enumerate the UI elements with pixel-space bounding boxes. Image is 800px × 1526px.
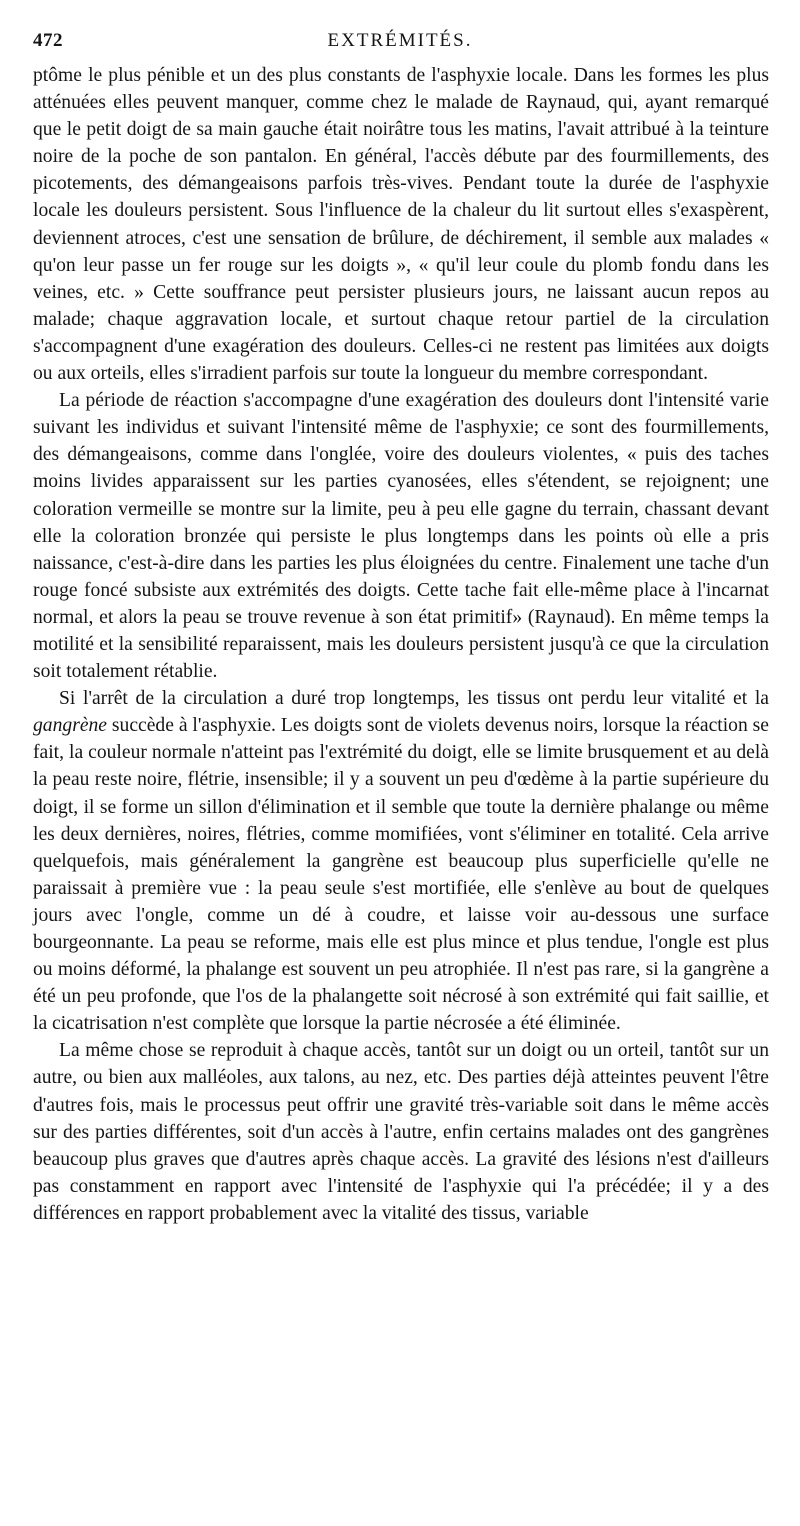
page-header: [33, 30, 767, 58]
page-number: 472: [33, 30, 63, 51]
paragraph: La période de réaction s'accompagne d'une exagération des douleurs dont l'intensité varie suivant les individus et suivant l'intensité même de l'asphyxie; ce sont des fourmillements, des démangeaisons, comme dans l'onglée, voire des douleurs violentes, « puis des taches moins livides apparaissent sur les parties cyanosées, elles s'étendent, se rejoignent; une coloration vermeille se montre sur la limite, peu à peu elle gagne du terrain, chassant devant elle la coloration bronzée qui persiste le plus longtemps dans les points où elle a pris naissance, c'est-à-dire dans les parties les plus éloignées du centre. Finalement une tache d'un rouge foncé subsiste aux extrémités des doigts. Cette tache fait elle-même place à l'incarnat normal, et alors la peau se trouve revenue à son état primitif» (Raynaud). En même temps la motilité et la sensibilité reparaissent, mais les douleurs persistent jusqu'à ce que la circulation soit totalement rétablie.: [33, 390, 769, 683]
italic-term: gangrène: [33, 715, 108, 737]
paragraph-text: succède à l'asphyxie. Les doigts sont de violets devenus noirs, lorsque la réaction se fait, la couleur normale n'atteint pas l'extrémité du doigt, elle se limite brusquement et au delà la peau reste noire, flétrie, insensible; il y a souvent un peu d'œdème à la partie supérieure du doigt, il se forme un sillon d'élimination et il semble que toute la dernière phalange ou même les deux dernières, noires, flétries, comme momifiées, vont s'éliminer en totalité. Cela arrive quelquefois, mais généralement la gangrène est beaucoup plus superficielle qu'elle ne paraissait à première vue : la peau seule s'est mortifiée, elle s'enlève au bout de quelques jours avec l'ongle, comme un dé à coudre, et laisse voir au-dessous une surface bourgeonnante. La peau se reforme, mais elle est plus mince et plus tendue, l'ongle est plus ou moins déformé, la phalange est souvent un peu atrophiée. Il n'est pas rare, si la gangrène a été un peu profonde, que l'os de la phalangette soit nécrosé à son extrémité qui fait saillie, et la cicatrisation n'est complète que lorsque la partie nécrosée a été éliminée.: [33, 715, 769, 1035]
paragraph: [33, 685, 769, 1037]
paragraph: La même chose se reproduit à chaque accès, tantôt sur un doigt ou un orteil, tantôt sur un autre, ou bien aux malléoles, aux talons, au nez, etc. Des parties déjà atteintes peuvent l'être d'autres fois, mais le processus peut offrir une gravité très-variable soit dans le même accès sur des parties différentes, soit d'un accès à l'autre, enfin certains malades ont des gangrènes beaucoup plus graves que d'autres après chaque accès. La gravité des lésions n'est d'ailleurs pas constamment en rapport avec l'intensité de l'asphyxie qui l'a précédée; il y a des différences en rapport probablement avec la vitalité des tissus, variable: [33, 1040, 769, 1224]
paragraph: ptôme le plus pénible et un des plus constants de l'asphyxie locale. Dans les formes les plus atténuées elles peuvent manquer, comme chez le malade de Raynaud, qui, ayant remarqué que le petit doigt de sa main gauche était noirâtre tous les matins, l'avait attribué à la teinture noire de la poche de son pantalon. En général, l'accès débute par des fourmillements, des picotements, des démangeaisons parfois très-vives. Pendant toute la durée de l'asphyxie locale les douleurs persistent. Sous l'influence de la chaleur du lit surtout elles s'exaspèrent, deviennent atroces, c'est une sensation de brûlure, de déchirement, il semble aux malades « qu'on leur passe un fer rouge sur les doigts », « qu'il leur coule du plomb fondu dans les veines, etc. » Cette souffrance peut persister plusieurs jours, ne laissant aucun repos au malade; chaque aggravation locale, et surtout chaque retour partiel de la circulation s'accompagnent d'une exagération des douleurs. Celles-ci ne restent pas limitées aux doigts ou aux orteils, elles s'irradient parfois sur toute la longueur du membre correspondant.: [33, 65, 769, 385]
paragraph-text: Si l'arrêt de la circulation a duré trop longtemps, les tissus ont perdu leur vitalité et la: [59, 688, 769, 710]
body-text: [33, 62, 769, 1227]
running-title: EXTRÉMITÉS.: [327, 30, 473, 51]
